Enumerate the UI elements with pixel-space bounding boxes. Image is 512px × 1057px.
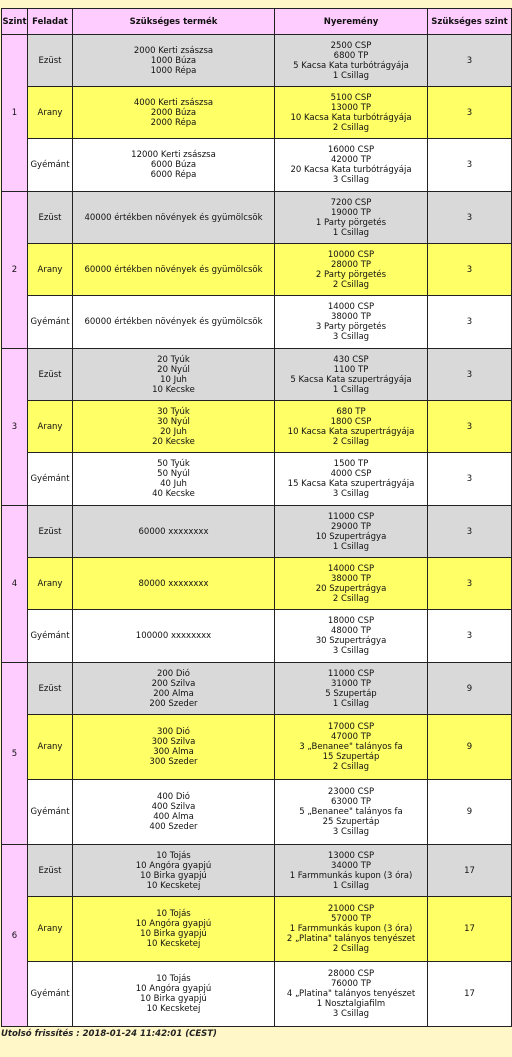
required-level-cell: 3 <box>428 401 512 453</box>
reward-line: 1500 TP <box>333 459 369 469</box>
reward-cell <box>275 296 428 349</box>
required-level-cell: 3 <box>428 296 512 349</box>
task-cell: Gyémánt <box>28 453 73 506</box>
task-cell: Arany <box>28 244 73 296</box>
reward-line: 10000 CSP <box>327 249 375 260</box>
reward-line: 10 Kacsa Kata szupertrágyája <box>287 426 415 437</box>
reward-line: 680 TP <box>336 406 366 417</box>
reward-line: 47000 TP <box>330 732 372 742</box>
required-level-cell: 9 <box>428 780 512 845</box>
table-row <box>2 244 512 296</box>
reward-line: 1 Csillag <box>332 698 370 709</box>
reward-line: 34000 TP <box>330 860 372 871</box>
product-line: 10 Birka gyapjú <box>140 994 207 1004</box>
table-row <box>2 558 512 610</box>
required-level-cell: 3 <box>428 453 512 506</box>
task-cell: Arany <box>28 558 73 610</box>
product-line: 400 Szilva <box>151 802 196 812</box>
product-line: 6000 Búza <box>150 160 197 170</box>
product-line: 1000 Répa <box>150 65 197 76</box>
reward-cell <box>275 506 428 558</box>
product-line: 20 Kecske <box>152 436 195 447</box>
reward-line: 3 Csillag <box>332 827 370 837</box>
task-cell: Gyémánt <box>28 610 73 663</box>
reward-line: 430 CSP <box>333 354 369 365</box>
reward-line: 28000 CSP <box>327 969 375 979</box>
reward-line: 7200 CSP <box>330 197 372 208</box>
required-product-cell <box>73 897 275 962</box>
product-line: 1000 Búza <box>150 55 197 66</box>
table-row <box>2 845 512 897</box>
product-line: 20 Nyúl <box>157 364 190 375</box>
product-line: 300 Szilva <box>151 737 196 747</box>
product-line: 50 Tyúk <box>157 459 190 469</box>
required-level-cell: 3 <box>428 244 512 296</box>
task-cell: Gyémánt <box>28 296 73 349</box>
task-cell: Gyémánt <box>28 962 73 1027</box>
reward-line: 5 Kacsa Kata turbótrágyája <box>293 60 409 71</box>
table-row <box>2 663 512 715</box>
reward-line: 38000 TP <box>330 312 372 322</box>
reward-line: 1100 TP <box>333 364 369 375</box>
product-line: 40 Kecske <box>152 489 195 499</box>
quest-table-body <box>2 35 512 1027</box>
product-line: 40000 értékben növények és gyümölcsök <box>84 212 263 223</box>
reward-line: 1 Csillag <box>332 70 370 81</box>
reward-line: 10 Szupertrágya <box>315 531 387 542</box>
table-row <box>2 715 512 780</box>
reward-line: 3 Party pörgetés <box>315 322 387 332</box>
header-row <box>2 9 512 35</box>
task-cell: Ezüst <box>28 35 73 87</box>
required-product-cell <box>73 401 275 453</box>
reward-line: 4 „Platina" talányos tenyészet <box>286 989 416 999</box>
product-line: 10 Kecsketej <box>146 939 201 949</box>
reward-cell <box>275 349 428 401</box>
product-line: 10 Tojás <box>156 850 191 861</box>
reward-line: 1 Farmmunkás kupon (3 óra) <box>289 924 413 934</box>
table-row <box>2 506 512 558</box>
reward-line: 30 Szupertrágya <box>315 636 387 646</box>
task-cell: Arany <box>28 715 73 780</box>
reward-line: 20 Kacsa Kata turbótrágyája <box>290 165 412 175</box>
level-cell: 5 <box>2 663 28 845</box>
table-row <box>2 401 512 453</box>
reward-line: 15 Szupertáp <box>322 752 380 762</box>
header-task: Feladat <box>28 9 73 35</box>
reward-line: 1 Csillag <box>332 541 370 552</box>
reward-line: 13000 TP <box>330 102 372 113</box>
table-row <box>2 139 512 192</box>
required-product-cell <box>73 610 275 663</box>
reward-cell <box>275 87 428 139</box>
last-updated-footer: Utolsó frissítés : 2018-01-24 11:42:01 (CEST) <box>1 1029 217 1039</box>
reward-cell <box>275 610 428 663</box>
product-line: 2000 Répa <box>150 117 197 128</box>
reward-line: 3 Csillag <box>332 332 370 342</box>
required-level-cell: 17 <box>428 897 512 962</box>
reward-line: 17000 CSP <box>327 722 375 732</box>
reward-line: 2 Csillag <box>332 122 370 133</box>
required-product-cell <box>73 845 275 897</box>
product-line: 10 Angóra gyapjú <box>135 860 212 871</box>
reward-cell <box>275 845 428 897</box>
required-level-cell: 9 <box>428 715 512 780</box>
reward-line: 19000 TP <box>330 207 372 218</box>
product-line: 10 Juh <box>160 374 187 385</box>
product-line: 10 Tojás <box>156 974 191 984</box>
product-line: 200 Dió <box>156 668 191 679</box>
product-line: 60000 értékben növények és gyümölcsök <box>84 264 263 275</box>
header-reward: Nyeremény <box>275 9 428 35</box>
product-line: 200 Alma <box>153 688 194 699</box>
reward-cell <box>275 897 428 962</box>
required-product-cell <box>73 244 275 296</box>
table-row <box>2 349 512 401</box>
required-level-cell: 9 <box>428 663 512 715</box>
reward-line: 14000 CSP <box>327 563 375 574</box>
table-row <box>2 87 512 139</box>
task-cell: Gyémánt <box>28 139 73 192</box>
reward-line: 63000 TP <box>330 797 372 807</box>
product-line: 30 Nyúl <box>157 416 190 427</box>
product-line: 60000 xxxxxxxx <box>138 526 209 537</box>
product-line: 10 Angóra gyapjú <box>135 984 212 994</box>
reward-line: 3 Csillag <box>332 489 370 499</box>
required-level-cell: 3 <box>428 87 512 139</box>
product-line: 300 Szeder <box>149 757 198 767</box>
required-product-cell <box>73 192 275 244</box>
reward-line: 48000 TP <box>330 626 372 636</box>
reward-cell <box>275 962 428 1027</box>
required-product-cell <box>73 35 275 87</box>
reward-line: 31000 TP <box>330 678 372 689</box>
header-required-level: Szükséges szint <box>428 9 512 35</box>
reward-line: 1800 CSP <box>330 416 372 427</box>
required-product-cell <box>73 453 275 506</box>
task-cell: Ezüst <box>28 506 73 558</box>
reward-line: 1 Nosztalgiafilm <box>316 999 386 1009</box>
required-level-cell: 3 <box>428 35 512 87</box>
product-line: 300 Dió <box>156 727 191 737</box>
required-level-cell: 3 <box>428 558 512 610</box>
product-line: 100000 xxxxxxxx <box>135 631 212 641</box>
table-row <box>2 780 512 845</box>
product-line: 10 Kecsketej <box>146 1004 201 1014</box>
level-cell: 2 <box>2 192 28 349</box>
reward-line: 11000 CSP <box>327 511 375 522</box>
level-cell: 1 <box>2 35 28 192</box>
required-product-cell <box>73 715 275 780</box>
required-level-cell: 3 <box>428 349 512 401</box>
required-level-cell: 17 <box>428 962 512 1027</box>
product-line: 12000 Kerti zsászsa <box>131 150 216 160</box>
reward-cell <box>275 244 428 296</box>
task-cell: Ezüst <box>28 192 73 244</box>
reward-line: 5 „Benanee" talányos fa <box>299 807 403 817</box>
required-product-cell <box>73 139 275 192</box>
reward-line: 5100 CSP <box>330 92 372 103</box>
required-level-cell: 3 <box>428 139 512 192</box>
product-line: 10 Angóra gyapjú <box>135 919 212 929</box>
task-cell: Gyémánt <box>28 780 73 845</box>
header-level: Szint <box>2 9 28 35</box>
product-line: 30 Tyúk <box>157 406 190 417</box>
reward-line: 14000 CSP <box>327 302 375 312</box>
product-line: 40 Juh <box>160 479 187 489</box>
table-row <box>2 453 512 506</box>
reward-cell <box>275 715 428 780</box>
reward-line: 15 Kacsa Kata szupertrágyája <box>287 479 415 489</box>
product-line: 20 Juh <box>160 426 187 437</box>
reward-line: 1 Csillag <box>332 880 370 891</box>
table-row <box>2 610 512 663</box>
required-product-cell <box>73 558 275 610</box>
reward-line: 42000 TP <box>330 155 372 165</box>
reward-cell <box>275 780 428 845</box>
table-row <box>2 35 512 87</box>
reward-line: 1 Csillag <box>332 384 370 395</box>
reward-line: 6800 TP <box>333 50 369 61</box>
required-product-cell <box>73 87 275 139</box>
task-cell: Ezüst <box>28 845 73 897</box>
reward-line: 23000 CSP <box>327 787 375 797</box>
level-cell: 4 <box>2 506 28 663</box>
product-line: 200 Szilva <box>151 678 196 689</box>
reward-line: 2 „Platina" talányos tenyészet <box>286 934 416 944</box>
reward-cell <box>275 558 428 610</box>
reward-line: 2 Party pörgetés <box>315 269 387 280</box>
required-level-cell: 3 <box>428 192 512 244</box>
reward-line: 5 Szupertáp <box>325 688 377 699</box>
product-line: 200 Szeder <box>149 698 198 709</box>
task-cell: Ezüst <box>28 349 73 401</box>
product-line: 300 Alma <box>153 747 194 757</box>
table-row <box>2 962 512 1027</box>
required-product-cell <box>73 349 275 401</box>
reward-line: 16000 CSP <box>327 145 375 155</box>
reward-line: 25 Szupertáp <box>322 817 380 827</box>
product-line: 20 Tyúk <box>157 354 190 365</box>
reward-line: 76000 TP <box>330 979 372 989</box>
reward-line: 2 Csillag <box>332 436 370 447</box>
reward-cell <box>275 663 428 715</box>
quest-table <box>1 8 512 1027</box>
required-level-cell: 17 <box>428 845 512 897</box>
reward-line: 10 Kacsa Kata turbótrágyája <box>290 112 412 123</box>
reward-cell <box>275 35 428 87</box>
reward-line: 38000 TP <box>330 573 372 584</box>
product-line: 10 Tojás <box>156 909 191 919</box>
reward-line: 3 „Benanee" talányos fa <box>299 742 403 752</box>
table-row <box>2 897 512 962</box>
product-line: 2000 Kerti zsászsa <box>133 45 214 56</box>
reward-line: 2 Csillag <box>332 593 370 604</box>
reward-line: 3 Csillag <box>332 646 370 656</box>
required-level-cell: 3 <box>428 506 512 558</box>
required-product-cell <box>73 962 275 1027</box>
reward-line: 1 Farmmunkás kupon (3 óra) <box>289 870 413 881</box>
product-line: 80000 xxxxxxxx <box>138 578 209 589</box>
reward-line: 3 Csillag <box>332 175 370 185</box>
reward-line: 18000 CSP <box>327 616 375 626</box>
product-line: 4000 Kerti zsászsa <box>133 97 214 108</box>
task-cell: Arany <box>28 897 73 962</box>
level-cell: 6 <box>2 845 28 1027</box>
product-line: 400 Alma <box>153 812 194 822</box>
reward-cell <box>275 453 428 506</box>
reward-cell <box>275 139 428 192</box>
required-product-cell <box>73 506 275 558</box>
reward-line: 4000 CSP <box>330 469 372 479</box>
reward-cell <box>275 401 428 453</box>
product-line: 400 Dió <box>156 792 191 802</box>
reward-cell <box>275 192 428 244</box>
product-line: 10 Kecske <box>152 384 195 395</box>
reward-line: 29000 TP <box>330 521 372 532</box>
product-line: 2000 Búza <box>150 107 197 118</box>
level-cell: 3 <box>2 349 28 506</box>
product-line: 10 Birka gyapjú <box>140 929 207 939</box>
task-cell: Ezüst <box>28 663 73 715</box>
reward-line: 2500 CSP <box>330 40 372 51</box>
reward-line: 21000 CSP <box>327 904 375 914</box>
reward-line: 2 Csillag <box>332 279 370 290</box>
product-line: 60000 értékben növények és gyümölcsök <box>84 317 263 327</box>
reward-line: 11000 CSP <box>327 668 375 679</box>
product-line: 10 Kecsketej <box>146 880 201 891</box>
required-product-cell <box>73 780 275 845</box>
required-product-cell <box>73 663 275 715</box>
product-line: 10 Birka gyapjú <box>140 870 207 881</box>
product-line: 400 Szeder <box>149 822 198 832</box>
table-row <box>2 192 512 244</box>
product-line: 50 Nyúl <box>157 469 190 479</box>
header-required-product: Szükséges termék <box>73 9 275 35</box>
required-product-cell <box>73 296 275 349</box>
reward-line: 28000 TP <box>330 259 372 270</box>
task-cell: Arany <box>28 401 73 453</box>
reward-line: 1 Party pörgetés <box>315 217 387 228</box>
reward-line: 1 Csillag <box>332 227 370 238</box>
reward-line: 57000 TP <box>330 914 372 924</box>
product-line: 6000 Répa <box>150 170 197 180</box>
required-level-cell: 3 <box>428 610 512 663</box>
reward-line: 3 Csillag <box>332 1009 370 1019</box>
table-row <box>2 296 512 349</box>
task-cell: Arany <box>28 87 73 139</box>
reward-line: 2 Csillag <box>332 944 370 954</box>
reward-line: 5 Kacsa Kata szupertrágyája <box>290 374 412 385</box>
reward-line: 20 Szupertrágya <box>315 583 387 594</box>
reward-line: 13000 CSP <box>327 850 375 861</box>
reward-line: 2 Csillag <box>332 762 370 772</box>
